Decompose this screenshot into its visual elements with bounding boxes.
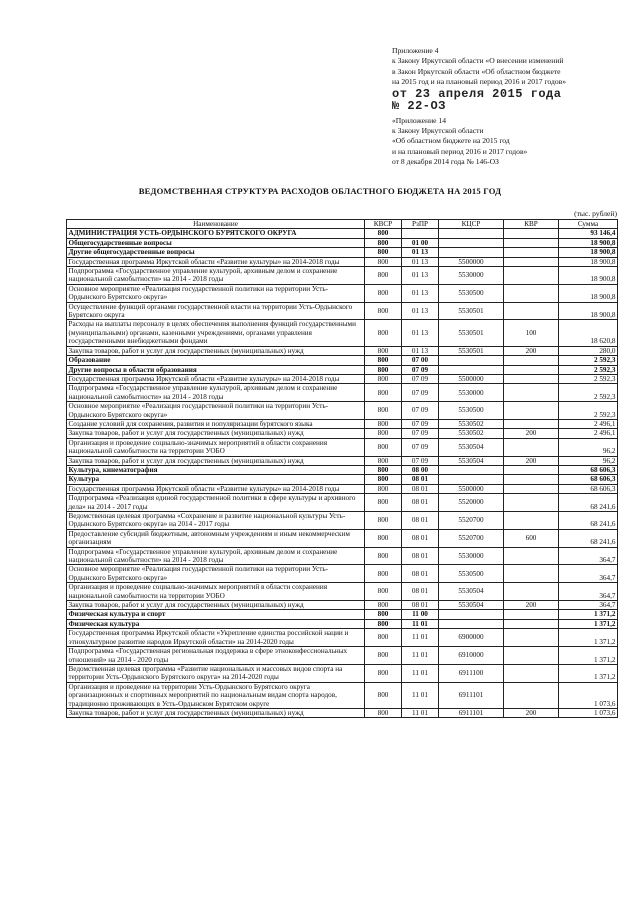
row-rzpr: 08 01: [402, 494, 439, 512]
row-kvsr: 800: [365, 708, 402, 717]
row-kvr: [504, 664, 559, 682]
row-kvsr: 800: [365, 629, 402, 647]
row-kcsr: 5530502: [439, 429, 504, 438]
table-header-row: [67, 220, 618, 229]
row-kvsr: 800: [365, 248, 402, 257]
row-name: Расходы на выплаты персоналу в целях обеспечения выполнения функций государственными (муниципальными) органами, казенными учреждениями, органами управления государственными внебюджетными фондами: [67, 320, 365, 346]
row-kcsr: 6910000: [439, 647, 504, 665]
row-kcsr: 6911101: [439, 708, 504, 717]
table-row: [67, 438, 618, 456]
prior-appendix-line: «Приложение 14: [392, 115, 447, 125]
row-kvsr: 800: [365, 565, 402, 583]
row-kvsr: 800: [365, 512, 402, 530]
row-sum: 364,7: [559, 547, 618, 565]
row-kvr: [504, 419, 559, 428]
appendix-header: [392, 46, 632, 168]
row-name: Культура, кинематография: [67, 465, 365, 474]
row-rzpr: 01 13: [402, 320, 439, 346]
row-kvr: [504, 682, 559, 708]
row-kcsr: 5530504: [439, 601, 504, 610]
row-name: Ведомственная целевая программа «Сохранение и развитие национальной культуры Усть-Ордынского Бурятского округа» на 2014 - 2017 годы: [67, 512, 365, 530]
row-kvr: 600: [504, 529, 559, 547]
row-kvr: [504, 484, 559, 493]
row-name: Основное мероприятие «Реализация государственной политики на территории Усть-Ордынского Бурятского округа»: [67, 284, 365, 302]
row-kvsr: 800: [365, 547, 402, 565]
row-sum: 280,0: [559, 346, 618, 355]
row-sum: 18 900,8: [559, 248, 618, 257]
row-rzpr: 11 01: [402, 647, 439, 665]
row-kvsr: 800: [365, 484, 402, 493]
row-rzpr: 07 09: [402, 365, 439, 374]
row-rzpr: 01 13: [402, 248, 439, 257]
row-kvr: [504, 475, 559, 484]
row-rzpr: 01 13: [402, 302, 439, 320]
table-row: [67, 529, 618, 547]
row-name: Культура: [67, 475, 365, 484]
row-kvr: 200: [504, 429, 559, 438]
row-rzpr: 11 01: [402, 664, 439, 682]
row-kvr: 200: [504, 708, 559, 717]
row-kvsr: 800: [365, 664, 402, 682]
row-kcsr: 5530000: [439, 384, 504, 402]
row-kcsr: 5530500: [439, 284, 504, 302]
row-kvsr: 800: [365, 384, 402, 402]
row-name: АДМИНИСТРАЦИЯ УСТЬ-ОРДЫНСКОГО БУРЯТСКОГО ОКРУГА: [67, 229, 365, 238]
appendix-line: к Закону Иркутской области «О внесении изменений: [392, 56, 564, 66]
row-rzpr: 01 13: [402, 346, 439, 355]
row-kvr: [504, 384, 559, 402]
row-kvsr: 800: [365, 257, 402, 266]
row-kvsr: 800: [365, 583, 402, 601]
row-sum: 68 606,3: [559, 484, 618, 493]
row-rzpr: 07 09: [402, 419, 439, 428]
row-sum: 1 371,2: [559, 647, 618, 665]
row-kvr: [504, 284, 559, 302]
row-rzpr: 07 09: [402, 438, 439, 456]
table-row: [67, 494, 618, 512]
row-kvr: [504, 565, 559, 583]
row-kcsr: [439, 229, 504, 238]
row-kvsr: 800: [365, 429, 402, 438]
row-kcsr: 5530501: [439, 346, 504, 355]
row-sum: 1 073,6: [559, 708, 618, 717]
row-name: Подпрограмма «Государственное управление культурой, архивным делом и сохранение национальной самобытности» на 2014 - 2018 годы: [67, 547, 365, 565]
row-kvr: [504, 619, 559, 628]
row-name: Государственная программа Иркутской области «Развитие культуры» на 2014-2018 годы: [67, 374, 365, 383]
row-rzpr: 11 01: [402, 629, 439, 647]
table-row: [67, 565, 618, 583]
row-kvr: 200: [504, 346, 559, 355]
table-row: [67, 682, 618, 708]
row-kvr: [504, 512, 559, 530]
table-row: [67, 356, 618, 365]
row-kvr: [504, 267, 559, 285]
row-kcsr: 5530000: [439, 267, 504, 285]
table-row: [67, 465, 618, 474]
row-kvr: [504, 465, 559, 474]
row-kcsr: [439, 619, 504, 628]
column-header-sum: Сумма: [559, 220, 618, 229]
row-kcsr: 5530501: [439, 302, 504, 320]
row-name: Государственная программа Иркутской области «Развитие культуры» на 2014-2018 годы: [67, 257, 365, 266]
table-row: [67, 267, 618, 285]
row-kvr: [504, 647, 559, 665]
row-kvsr: 800: [365, 267, 402, 285]
row-kvsr: 800: [365, 320, 402, 346]
row-kvsr: 800: [365, 682, 402, 708]
row-sum: 364,7: [559, 583, 618, 601]
row-rzpr: 07 09: [402, 429, 439, 438]
document-title: ВЕДОМСТВЕННАЯ СТРУКТУРА РАСХОДОВ ОБЛАСТНОГО БЮДЖЕТА НА 2015 ГОД: [138, 186, 502, 196]
row-kvr: [504, 257, 559, 266]
row-kvsr: 800: [365, 284, 402, 302]
row-kvsr: 800: [365, 465, 402, 474]
table-row: [67, 365, 618, 374]
row-kvr: 100: [504, 320, 559, 346]
row-sum: 1 371,2: [559, 664, 618, 682]
row-sum: 18 900,8: [559, 302, 618, 320]
column-header-kvr: КВР: [504, 220, 559, 229]
row-kcsr: 5530501: [439, 320, 504, 346]
row-kvsr: 800: [365, 356, 402, 365]
row-kvsr: 800: [365, 529, 402, 547]
row-kvr: 200: [504, 456, 559, 465]
appendix-line: в Закон Иркутской области «Об областном бюджете: [392, 66, 561, 76]
table-row: [67, 583, 618, 601]
row-kvr: [504, 365, 559, 374]
row-kcsr: [439, 248, 504, 257]
row-sum: 18 900,8: [559, 267, 618, 285]
row-rzpr: 08 01: [402, 547, 439, 565]
row-name: Другие вопросы в области образования: [67, 365, 365, 374]
units-label: (тыс. рублей): [574, 209, 617, 218]
row-sum: 2 592,3: [559, 356, 618, 365]
row-sum: 2 592,3: [559, 384, 618, 402]
row-kcsr: 5530000: [439, 547, 504, 565]
table-body: [67, 229, 618, 718]
row-kvr: [504, 248, 559, 257]
row-rzpr: 01 13: [402, 284, 439, 302]
row-kvsr: 800: [365, 647, 402, 665]
column-header-name: Наименование: [67, 220, 365, 229]
row-kvsr: 800: [365, 374, 402, 383]
row-name: Государственная программа Иркутской области «Развитие культуры» на 2014-2018 годы: [67, 484, 365, 493]
row-sum: 18 900,8: [559, 238, 618, 247]
row-name: Закупка товаров, работ и услуг для государственных (муниципальных) нужд: [67, 429, 365, 438]
row-name: Подпрограмма «Государственное управление культурой, архивным делом и сохранение национальной самобытности» на 2014 - 2018 годы: [67, 267, 365, 285]
row-rzpr: 11 01: [402, 708, 439, 717]
row-rzpr: 01 00: [402, 238, 439, 247]
table-row: [67, 284, 618, 302]
row-sum: 68 241,6: [559, 512, 618, 530]
row-name: Общегосударственные вопросы: [67, 238, 365, 247]
row-sum: 68 606,3: [559, 475, 618, 484]
row-kcsr: 5530504: [439, 583, 504, 601]
table-row: [67, 402, 618, 420]
column-header-rzpr: РзПР: [402, 220, 439, 229]
row-kvr: [504, 374, 559, 383]
row-kvr: [504, 494, 559, 512]
row-kvr: 200: [504, 601, 559, 610]
table-row: [67, 456, 618, 465]
row-rzpr: 08 01: [402, 512, 439, 530]
row-name: Образование: [67, 356, 365, 365]
table-row: [67, 320, 618, 346]
row-rzpr: 07 09: [402, 402, 439, 420]
row-sum: 18 620,8: [559, 320, 618, 346]
row-name: Предоставление субсидий бюджетным, автономным учреждениям и иным некоммерческим организациям: [67, 529, 365, 547]
appendix-line: на 2015 год и на плановый период 2016 и 2017 годов»: [392, 77, 567, 87]
row-kvsr: 800: [365, 438, 402, 456]
table-row: [67, 475, 618, 484]
row-name: Организация и проведение на территории Усть-Ордынского Бурятского округа организационных и спортивных мероприятий по национальным видам спорта народов, традиционно проживающих в Усть-Ордынском Бурятском округе: [67, 682, 365, 708]
row-rzpr: 08 01: [402, 583, 439, 601]
row-kvsr: 800: [365, 494, 402, 512]
row-rzpr: 07 00: [402, 356, 439, 365]
row-name: Закупка товаров, работ и услуг для государственных (муниципальных) нужд: [67, 601, 365, 610]
row-kcsr: [439, 475, 504, 484]
row-kvsr: 800: [365, 302, 402, 320]
table-row: [67, 601, 618, 610]
row-kcsr: 5520700: [439, 529, 504, 547]
row-name: Другие общегосударственные вопросы: [67, 248, 365, 257]
row-kcsr: 5530500: [439, 565, 504, 583]
row-kvr: [504, 402, 559, 420]
table-row: [67, 547, 618, 565]
row-name: Создание условий для сохранения, развития и популяризации бурятского языка: [67, 419, 365, 428]
table-row: [67, 238, 618, 247]
row-sum: 1 371,2: [559, 629, 618, 647]
row-rzpr: 08 01: [402, 484, 439, 493]
row-kvsr: 800: [365, 601, 402, 610]
table-row: [67, 664, 618, 682]
row-kcsr: [439, 356, 504, 365]
row-kvsr: 800: [365, 419, 402, 428]
row-name: Закупка товаров, работ и услуг для государственных (муниципальных) нужд: [67, 456, 365, 465]
row-sum: 68 606,3: [559, 465, 618, 474]
row-sum: 1 371,2: [559, 610, 618, 619]
row-sum: 96,2: [559, 456, 618, 465]
row-name: Подпрограмма «Государственная региональная поддержка в сфере этноконфессиональных отношений» на 2014 - 2020 годы: [67, 647, 365, 665]
row-sum: 2 496,1: [559, 429, 618, 438]
column-header-kcsr: КЦСР: [439, 220, 504, 229]
row-kvr: [504, 583, 559, 601]
row-kvr: [504, 302, 559, 320]
row-kcsr: 5500000: [439, 484, 504, 493]
row-kcsr: [439, 465, 504, 474]
table-row: [67, 248, 618, 257]
prior-appendix-line: от 8 декабря 2014 года № 146-ОЗ: [392, 157, 499, 167]
row-sum: 18 900,8: [559, 284, 618, 302]
row-kvsr: 800: [365, 619, 402, 628]
prior-appendix-line: к Закону Иркутской области: [392, 126, 484, 136]
table-row: [67, 629, 618, 647]
row-sum: 364,7: [559, 565, 618, 583]
row-kvsr: 800: [365, 610, 402, 619]
table-row: [67, 647, 618, 665]
row-kvsr: 800: [365, 456, 402, 465]
table-row: [67, 346, 618, 355]
row-kcsr: 6900000: [439, 629, 504, 647]
row-name: Закупка товаров, работ и услуг для государственных (муниципальных) нужд: [67, 346, 365, 355]
row-kcsr: 5520000: [439, 494, 504, 512]
row-name: Организация и проведение социально-значимых мероприятий в области сохранения национальной самобытности на территории УОБО: [67, 583, 365, 601]
row-kvr: [504, 229, 559, 238]
row-rzpr: 08 01: [402, 565, 439, 583]
table-row: [67, 610, 618, 619]
table-row: [67, 384, 618, 402]
column-header-kvsr: КВСР: [365, 220, 402, 229]
row-kcsr: 5530504: [439, 456, 504, 465]
row-kvr: [504, 438, 559, 456]
row-sum: 364,7: [559, 601, 618, 610]
table-row: [67, 429, 618, 438]
row-kcsr: 5530502: [439, 419, 504, 428]
row-rzpr: 07 09: [402, 456, 439, 465]
row-kvr: [504, 610, 559, 619]
row-kcsr: 5530504: [439, 438, 504, 456]
table-row: [67, 374, 618, 383]
row-name: Основное мероприятие «Реализация государственной политики на территории Усть-Ордынского Бурятского округа»: [67, 565, 365, 583]
table-row: [67, 302, 618, 320]
row-kvsr: 800: [365, 346, 402, 355]
row-name: Ведомственная целевая программа «Развитие национальных и массовых видов спорта на территории Усть-Ордынского Бурятского округа» на 2014-2020 годы: [67, 664, 365, 682]
table-row: [67, 229, 618, 238]
row-rzpr: 07 09: [402, 384, 439, 402]
row-kvr: [504, 356, 559, 365]
row-kcsr: [439, 238, 504, 247]
row-kvsr: 800: [365, 475, 402, 484]
expenditure-table: [66, 219, 618, 718]
row-name: Организация и проведение социально-значимых мероприятий в области сохранения национальной самобытности на территории УОБО: [67, 438, 365, 456]
row-name: Физическая культура и спорт: [67, 610, 365, 619]
row-rzpr: 01 13: [402, 257, 439, 266]
handwritten-date: от 23 апреля 2015 года: [392, 86, 562, 101]
row-sum: 18 900,8: [559, 257, 618, 266]
handwritten-number: № 22-ОЗ: [392, 98, 446, 113]
row-kvsr: 800: [365, 229, 402, 238]
row-name: Закупка товаров, работ и услуг для государственных (муниципальных) нужд: [67, 708, 365, 717]
row-sum: 1 073,6: [559, 682, 618, 708]
table-row: [67, 708, 618, 717]
row-sum: 93 146,4: [559, 229, 618, 238]
row-sum: 2 592,3: [559, 374, 618, 383]
row-kcsr: 6911100: [439, 664, 504, 682]
row-kcsr: 6911101: [439, 682, 504, 708]
row-sum: 2 592,3: [559, 365, 618, 374]
row-rzpr: 08 01: [402, 475, 439, 484]
row-kcsr: 5500000: [439, 374, 504, 383]
row-sum: 68 241,6: [559, 529, 618, 547]
row-name: Подпрограмма «Государственное управление культурой, архивным делом и сохранение национальной самобытности» на 2014 - 2018 годы: [67, 384, 365, 402]
row-kvsr: 800: [365, 365, 402, 374]
row-rzpr: 11 00: [402, 610, 439, 619]
row-name: Основное мероприятие «Реализация государственной политики на территории Усть-Ордынского Бурятского округа»: [67, 402, 365, 420]
row-sum: 2 496,1: [559, 419, 618, 428]
row-kcsr: 5500000: [439, 257, 504, 266]
row-sum: 1 371,2: [559, 619, 618, 628]
row-rzpr: 07 09: [402, 374, 439, 383]
row-kcsr: [439, 610, 504, 619]
row-kcsr: 5530500: [439, 402, 504, 420]
table-row: [67, 484, 618, 493]
row-kcsr: 5520700: [439, 512, 504, 530]
row-rzpr: 08 00: [402, 465, 439, 474]
row-name: Физическая культура: [67, 619, 365, 628]
row-kvsr: 800: [365, 238, 402, 247]
prior-appendix-line: «Об областном бюджете на 2015 год: [392, 136, 510, 146]
row-sum: 96,2: [559, 438, 618, 456]
row-rzpr: 08 01: [402, 529, 439, 547]
row-name: Подпрограмма «Реализация единой государственной политики в сфере культуры и архивного дела» на 2014 - 2017 годы: [67, 494, 365, 512]
row-rzpr: 01 13: [402, 267, 439, 285]
table-row: [67, 257, 618, 266]
row-rzpr: 11 01: [402, 682, 439, 708]
row-rzpr: [402, 229, 439, 238]
row-rzpr: 08 01: [402, 601, 439, 610]
row-kvr: [504, 238, 559, 247]
appendix-line: Приложение 4: [392, 46, 439, 55]
row-sum: 68 241,6: [559, 494, 618, 512]
prior-appendix-line: и на плановый период 2016 и 2017 годов»: [392, 146, 528, 156]
row-rzpr: 11 01: [402, 619, 439, 628]
table-row: [67, 619, 618, 628]
table-row: [67, 419, 618, 428]
row-name: Осуществление функций органами государственной власти на территории Усть-Ордынского Бурятского округа: [67, 302, 365, 320]
row-name: Государственная программа Иркутской области «Укрепление единства российской нации и этнокультурное развитие народов Иркутской области» на 2014-2020 годы: [67, 629, 365, 647]
row-kcsr: [439, 365, 504, 374]
table-row: [67, 512, 618, 530]
row-kvr: [504, 629, 559, 647]
row-kvr: [504, 547, 559, 565]
row-sum: 2 592,3: [559, 402, 618, 420]
row-kvsr: 800: [365, 402, 402, 420]
